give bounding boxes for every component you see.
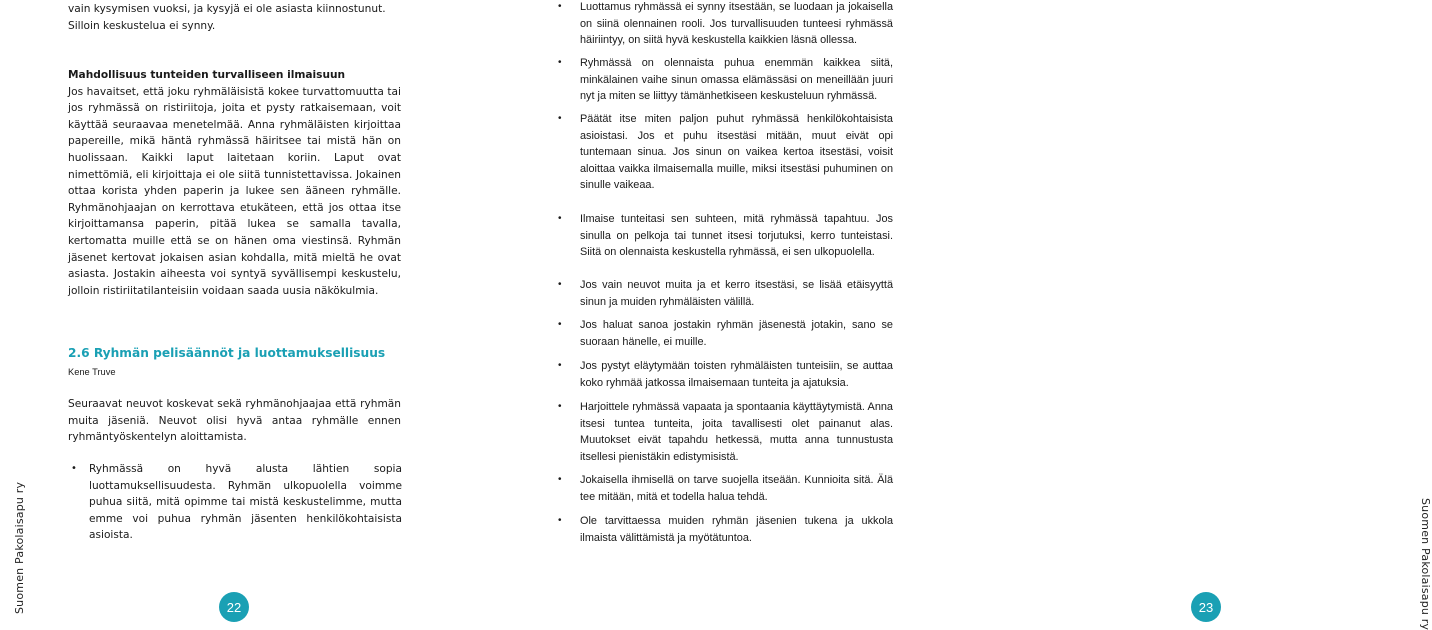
publisher-side-label-right: Suomen Pakolaisapu ry <box>1419 498 1432 630</box>
list-item <box>558 55 893 105</box>
list-item-text: Jokaisella ihmisellä on tarve suojella itseään. Kunnioita sitä. Älä tee mitään, mitä et todella halua tehdä. <box>580 474 893 503</box>
bullet-icon: • <box>558 213 562 224</box>
list-item <box>558 513 893 546</box>
list-item <box>558 0 893 49</box>
list-item-text: Ilmaise tunteitasi sen suhteen, mitä ryhmässä tapahtuu. Jos sinulla on pelkoja tai tunnet itsesi torjutuksi, kerro tunteistasi. Siitä on olennaista keskustella ryhmässä, ei sen ulkopuolella. <box>580 213 893 259</box>
list-item <box>71 461 402 544</box>
bullet-icon: • <box>558 401 562 412</box>
bullet-icon: • <box>558 360 562 371</box>
intro-paragraph: vain kysymisen vuoksi, ja kysyjä ei ole asiasta kiinnostunut. Silloin keskustelua ei synny. <box>68 3 386 32</box>
left-page <box>0 0 480 625</box>
list-item-text: Luottamus ryhmässä ei synny itsestään, se luodaan ja jokaisella on siinä olennainen rooli. Jos turvallisuuden tunteesi ryhmässä häiriintyy, on siitä hyvä keskustella kaikkien läsnä ollessa. <box>580 1 893 47</box>
bullet-icon: • <box>558 57 562 68</box>
page-number-badge-left: 22 <box>219 592 249 622</box>
bullet-icon: • <box>558 515 562 526</box>
list-item <box>558 317 893 350</box>
bullet-icon: • <box>558 113 562 124</box>
box-text: Jos havaitset, että joku ryhmäläisistä kokee turvattomuutta tai jos ryhmässä on ristiriitoja, joita et pysty ratkaisemaan, voit käyttää seuraavaa menetelmää. Anna ryhmäläisten kirjoittaa papereille, mikä häntä ryhmässä häiritsee tai mistä hän on huolissaan. Kaikki laput laitetaan koriin. Laput ovat nimettömiä, eli kirjoittaja ei ole siitä tunnistettavissa. Jokainen ottaa korista yhden paperin ja lukee sen ääneen ryhmälle. Ryhmänohjaajan on kerrottava etukäteen, että jos ottaa itse kirjoittamansa paperin, pitää lukea se samalla tavalla, kertomatta muille että se on hänen oma viestinsä. Ryhmän jäsenet kertovat jokaisen asian kohdalla, mitä mieltä he ovat asiasta. Jostakin aiheesta voi syntyä syvällisempi keskustelu, jolloin ristiriitatilanteisiin voidaan saada uusia näkökulmia. <box>68 85 401 297</box>
bullet-icon: • <box>558 474 562 485</box>
bullet-icon: • <box>558 1 562 12</box>
publisher-side-label-left: Suomen Pakolaisapu ry <box>13 481 26 614</box>
list-item-text: Ole tarvittaessa muiden ryhmän jäsenien tukena ja ukkola ilmaista välittämistä ja myötätuntoa. <box>580 515 893 544</box>
list-item-text: Päätät itse miten paljon puhut ryhmässä henkilökohtaisista asioistasi. Jos et puhu itsestäsi mitään, muut eivät opi tuntemaan sinua. Jos sinun on vaikea kertoa itsestäsi, voisit aloittaa vaikka ilmaisemalla muille, miksi itsestäsi puhuminen on sinulle vaikeaa. <box>580 113 893 192</box>
list-item <box>558 358 893 391</box>
list-item-text: Jos pystyt eläytymään toisten ryhmäläisten tunteisiin, se auttaa koko ryhmää jatkossa ilmaisemaan tunteita ja ajatuksia. <box>580 360 893 389</box>
list-item <box>558 111 893 194</box>
list-item-text: Ryhmässä on hyvä alusta lähtien sopia luottamuksellisuudesta. Ryhmän ulkopuolella voimme puhua siitä, mitä opimme tai mistä keskustelimme, mutta emme voi puhua ryhmän jäsenten henkilökohtaisista asioista. <box>89 463 402 542</box>
section-intro-paragraph: Seuraavat neuvot koskevat sekä ryhmänohjaajaa että ryhmän muita jäseniä. Neuvot olisi hyvä antaa ryhmälle ennen ryhmäntyöskentelyn aloittamista. <box>68 398 401 444</box>
author-name: Kene Truve <box>68 367 116 377</box>
safe-expression-box <box>68 67 401 299</box>
list-item-text: Jos vain neuvot muita ja et kerro itsestäsi, se lisää etäisyyttä sinun ja muiden ryhmäläisten välillä. <box>580 279 893 308</box>
list-item <box>558 472 893 505</box>
bullet-icon: • <box>558 279 562 290</box>
bullet-icon: • <box>558 319 562 330</box>
page-number-badge-right: 23 <box>1191 592 1221 622</box>
list-item <box>558 211 893 261</box>
list-item-text: Ryhmässä on olennaista puhua enemmän kaikkea siitä, minkälainen vaihe sinun omassa elämässäsi on meneillään juuri nyt ja miten se liittyy tämänhetkiseen keskusteluun ryhmässä. <box>580 57 893 103</box>
list-item <box>558 277 893 310</box>
left-bullet-list <box>71 461 402 544</box>
list-item <box>558 399 893 465</box>
bullet-icon: • <box>71 463 77 474</box>
box-title: Mahdollisuus tunteiden turvalliseen ilmaisuun <box>68 69 346 81</box>
list-item-text: Harjoittele ryhmässä vapaata ja spontaania käyttäytymistä. Anna itsesi tuntea tunteita, joita tavallisesti olet painanut alas. Muutokset eivät tapahdu hetkessä, mutta anna tunnustusta itsellesi pienistäkin edistymisistä. <box>580 401 893 463</box>
section-heading: 2.6 Ryhmän pelisäännöt ja luottamuksellisuus <box>68 346 386 360</box>
list-item-text: Jos haluat sanoa jostakin ryhmän jäsenestä jotakin, sano se suoraan hänelle, ei muille. <box>580 319 893 348</box>
